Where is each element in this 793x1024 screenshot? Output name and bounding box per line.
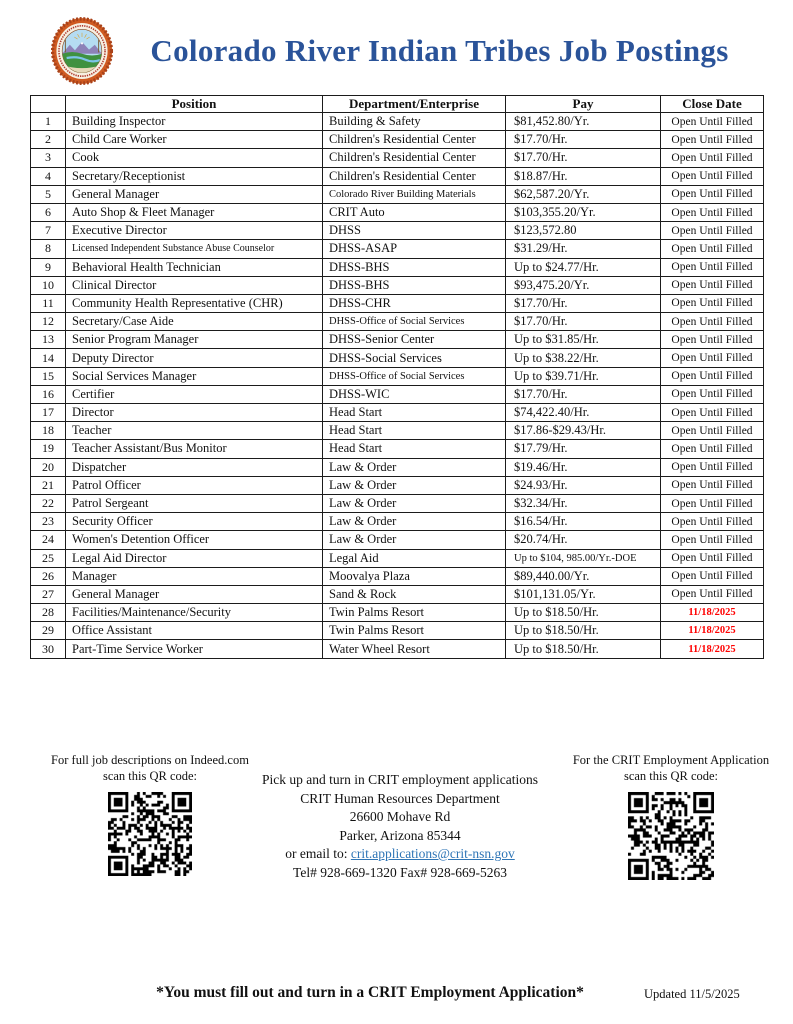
row-number: 6 [31,203,66,221]
row-number: 21 [31,476,66,494]
pay-cell: $81,452.80/Yr. [506,113,661,131]
contact-line-4: Parker, Arizona 85344 [339,827,461,843]
table-row [31,331,764,349]
pay-cell: $17.86-$29.43/Hr. [506,422,661,440]
close-date-cell: Open Until Filled [661,185,764,203]
department-cell: Children's Residential Center [323,167,506,185]
position-cell: Patrol Officer [66,476,323,494]
pay-cell: $17.70/Hr. [506,313,661,331]
column-header-number [31,96,66,113]
row-number: 13 [31,331,66,349]
table-row [31,313,764,331]
close-date-cell: Open Until Filled [661,531,764,549]
pay-cell: $74,422.40/Hr. [506,404,661,422]
position-cell: Child Care Worker [66,131,323,149]
row-number: 4 [31,167,66,185]
indeed-qr-block [36,753,264,881]
table-row [31,440,764,458]
page-title: Colorado River Indian Tribes Job Postings [150,33,729,68]
application-qr-label-line2: scan this QR code: [623,768,719,783]
row-number: 29 [31,622,66,640]
table-row [31,276,764,294]
application-notice: *You must fill out and turn in a CRIT Employment Application* [156,984,584,1001]
close-date-cell: Open Until Filled [661,167,764,185]
pay-cell: $24.93/Hr. [506,476,661,494]
department-cell: Law & Order [323,458,506,476]
position-cell: Certifier [66,385,323,403]
table-row [31,531,764,549]
application-qr-block [560,753,782,885]
table-row [31,131,764,149]
position-cell: Patrol Sergeant [66,494,323,512]
table-row [31,549,764,567]
close-date-cell: Open Until Filled [661,585,764,603]
position-cell: Teacher [66,422,323,440]
pay-cell: $123,572.80 [506,222,661,240]
table-row [31,494,764,512]
department-cell: DHSS-Senior Center [323,331,506,349]
position-cell: Clinical Director [66,276,323,294]
close-date-cell: Open Until Filled [661,276,764,294]
pay-cell: Up to $18.50/Hr. [506,604,661,622]
department-cell: DHSS-ASAP [323,240,506,258]
contact-email-line [246,845,554,864]
table-row [31,203,764,221]
pay-cell: $18.87/Hr. [506,167,661,185]
department-cell: DHSS-Office of Social Services [323,313,506,331]
row-number: 10 [31,276,66,294]
department-cell: Water Wheel Resort [323,640,506,658]
department-cell: DHSS-Social Services [323,349,506,367]
row-number: 9 [31,258,66,276]
position-cell: Community Health Representative (CHR) [66,294,323,312]
department-cell: DHSS-BHS [323,258,506,276]
position-cell: Senior Program Manager [66,331,323,349]
column-header-department: Department/Enterprise [323,96,506,113]
close-date-cell: Open Until Filled [661,294,764,312]
pay-cell: $31.29/Hr. [506,240,661,258]
department-cell: Children's Residential Center [323,131,506,149]
table-row [31,113,764,131]
row-number: 15 [31,367,66,385]
table-row [31,222,764,240]
position-cell: Behavioral Health Technician [66,258,323,276]
department-cell: DHSS-CHR [323,294,506,312]
position-cell: Office Assistant [66,622,323,640]
pay-cell: $17.70/Hr. [506,294,661,312]
position-cell: Secretary/Receptionist [66,167,323,185]
row-number: 20 [31,458,66,476]
row-number: 16 [31,385,66,403]
row-number: 17 [31,404,66,422]
row-number: 27 [31,585,66,603]
job-postings-table [30,95,764,659]
close-date-cell: Open Until Filled [661,440,764,458]
table-row [31,258,764,276]
position-cell: Teacher Assistant/Bus Monitor [66,440,323,458]
updated-date: Updated 11/5/2025 [644,987,740,1001]
pay-cell: Up to $31.85/Hr. [506,331,661,349]
position-cell: Executive Director [66,222,323,240]
close-date-cell: 11/18/2025 [661,604,764,622]
close-date-cell: Open Until Filled [661,313,764,331]
pay-cell: Up to $18.50/Hr. [506,640,661,658]
close-date-cell: Open Until Filled [661,222,764,240]
row-number: 26 [31,567,66,585]
position-cell: Deputy Director [66,349,323,367]
department-cell: DHSS-Office of Social Services [323,367,506,385]
row-number: 11 [31,294,66,312]
position-cell: Security Officer [66,513,323,531]
contact-info-block [246,771,554,882]
indeed-qr-label-line2: scan this QR code: [102,768,198,783]
close-date-cell: 11/18/2025 [661,622,764,640]
close-date-cell: Open Until Filled [661,203,764,221]
pay-cell: Up to $18.50/Hr. [506,622,661,640]
contact-line-2: CRIT Human Resources Department [300,790,500,806]
pay-cell: $103,355.20/Yr. [506,203,661,221]
row-number: 2 [31,131,66,149]
department-cell: Twin Palms Resort [323,604,506,622]
header [50,12,765,90]
department-cell: Law & Order [323,494,506,512]
position-cell: Women's Detention Officer [66,531,323,549]
department-cell: Head Start [323,404,506,422]
department-cell: DHSS [323,222,506,240]
row-number: 3 [31,149,66,167]
close-date-cell: Open Until Filled [661,331,764,349]
position-cell: Auto Shop & Fleet Manager [66,203,323,221]
application-qr-label-line1: For the CRIT Employment Application [572,753,770,767]
close-date-cell: Open Until Filled [661,404,764,422]
department-cell: Law & Order [323,531,506,549]
row-number: 30 [31,640,66,658]
position-cell: Dispatcher [66,458,323,476]
position-cell: Social Services Manager [66,367,323,385]
crit-seal-logo [50,16,114,86]
department-cell: Head Start [323,422,506,440]
position-cell: General Manager [66,585,323,603]
table-row [31,458,764,476]
row-number: 8 [31,240,66,258]
table-row [31,513,764,531]
column-header-position: Position [66,96,323,113]
application-qr-code [628,792,714,880]
close-date-cell: Open Until Filled [661,385,764,403]
row-number: 24 [31,531,66,549]
department-cell: Moovalya Plaza [323,567,506,585]
close-date-cell: Open Until Filled [661,422,764,440]
table-row [31,622,764,640]
table-header-row [31,96,764,113]
position-cell: General Manager [66,185,323,203]
contact-line-1: Pick up and turn in CRIT employment applications [261,772,539,787]
pay-cell: $20.74/Hr. [506,531,661,549]
department-cell: DHSS-BHS [323,276,506,294]
position-cell: Manager [66,567,323,585]
row-number: 14 [31,349,66,367]
position-cell: Director [66,404,323,422]
pay-cell: $19.46/Hr. [506,458,661,476]
department-cell: Children's Residential Center [323,149,506,167]
row-number: 7 [31,222,66,240]
table-row [31,422,764,440]
pay-cell: Up to $104, 985.00/Yr.-DOE [506,549,661,567]
column-header-close-date: Close Date [661,96,764,113]
table-row [31,167,764,185]
pay-cell: $93,475.20/Yr. [506,276,661,294]
row-number: 5 [31,185,66,203]
table-row [31,367,764,385]
close-date-cell: Open Until Filled [661,349,764,367]
department-cell: Twin Palms Resort [323,622,506,640]
position-cell: Legal Aid Director [66,549,323,567]
pay-cell: $17.70/Hr. [506,131,661,149]
row-number: 23 [31,513,66,531]
table-row [31,567,764,585]
position-cell: Building Inspector [66,113,323,131]
department-cell: CRIT Auto [323,203,506,221]
table-row [31,604,764,622]
pay-cell: Up to $38.22/Hr. [506,349,661,367]
row-number: 19 [31,440,66,458]
position-cell: Secretary/Case Aide [66,313,323,331]
department-cell: Law & Order [323,476,506,494]
indeed-qr-label-line1: For full job descriptions on Indeed.com [51,753,249,767]
pay-cell: $32.34/Hr. [506,494,661,512]
table-row [31,294,764,312]
pay-cell: $17.70/Hr. [506,149,661,167]
table-row [31,585,764,603]
table-row [31,385,764,403]
job-table-body [31,113,764,659]
close-date-cell: Open Until Filled [661,567,764,585]
position-cell: Cook [66,149,323,167]
department-cell: Legal Aid [323,549,506,567]
table-row [31,149,764,167]
row-number: 12 [31,313,66,331]
pay-cell: $62,587.20/Yr. [506,185,661,203]
department-cell: Head Start [323,440,506,458]
table-row [31,240,764,258]
email-link[interactable]: crit.applications@crit-nsn.gov [350,846,515,861]
column-header-pay: Pay [506,96,661,113]
email-prefix: or email to: [285,846,351,861]
close-date-cell: Open Until Filled [661,476,764,494]
position-cell: Part-Time Service Worker [66,640,323,658]
department-cell: Colorado River Building Materials [323,185,506,203]
pay-cell: $101,131.05/Yr. [506,585,661,603]
close-date-cell: Open Until Filled [661,549,764,567]
close-date-cell: 11/18/2025 [661,640,764,658]
indeed-qr-code [108,792,192,876]
table-row [31,476,764,494]
row-number: 1 [31,113,66,131]
close-date-cell: Open Until Filled [661,240,764,258]
row-number: 28 [31,604,66,622]
close-date-cell: Open Until Filled [661,458,764,476]
tel-fax-line: Tel# 928-669-1320 Fax# 928-669-5263 [293,864,507,880]
table-row [31,640,764,658]
table-row [31,349,764,367]
table-row [31,404,764,422]
row-number: 22 [31,494,66,512]
department-cell: Law & Order [323,513,506,531]
table-row [31,185,764,203]
department-cell: Building & Safety [323,113,506,131]
pay-cell: Up to $24.77/Hr. [506,258,661,276]
close-date-cell: Open Until Filled [661,494,764,512]
position-cell: Facilities/Maintenance/Security [66,604,323,622]
close-date-cell: Open Until Filled [661,113,764,131]
close-date-cell: Open Until Filled [661,513,764,531]
row-number: 18 [31,422,66,440]
row-number: 25 [31,549,66,567]
department-cell: Sand & Rock [323,585,506,603]
close-date-cell: Open Until Filled [661,149,764,167]
close-date-cell: Open Until Filled [661,131,764,149]
pay-cell: $89,440.00/Yr. [506,567,661,585]
close-date-cell: Open Until Filled [661,367,764,385]
pay-cell: Up to $39.71/Hr. [506,367,661,385]
department-cell: DHSS-WIC [323,385,506,403]
pay-cell: $16.54/Hr. [506,513,661,531]
pay-cell: $17.70/Hr. [506,385,661,403]
pay-cell: $17.79/Hr. [506,440,661,458]
close-date-cell: Open Until Filled [661,258,764,276]
position-cell: Licensed Independent Substance Abuse Counselor [66,240,323,258]
contact-line-3: 26600 Mohave Rd [349,809,451,824]
